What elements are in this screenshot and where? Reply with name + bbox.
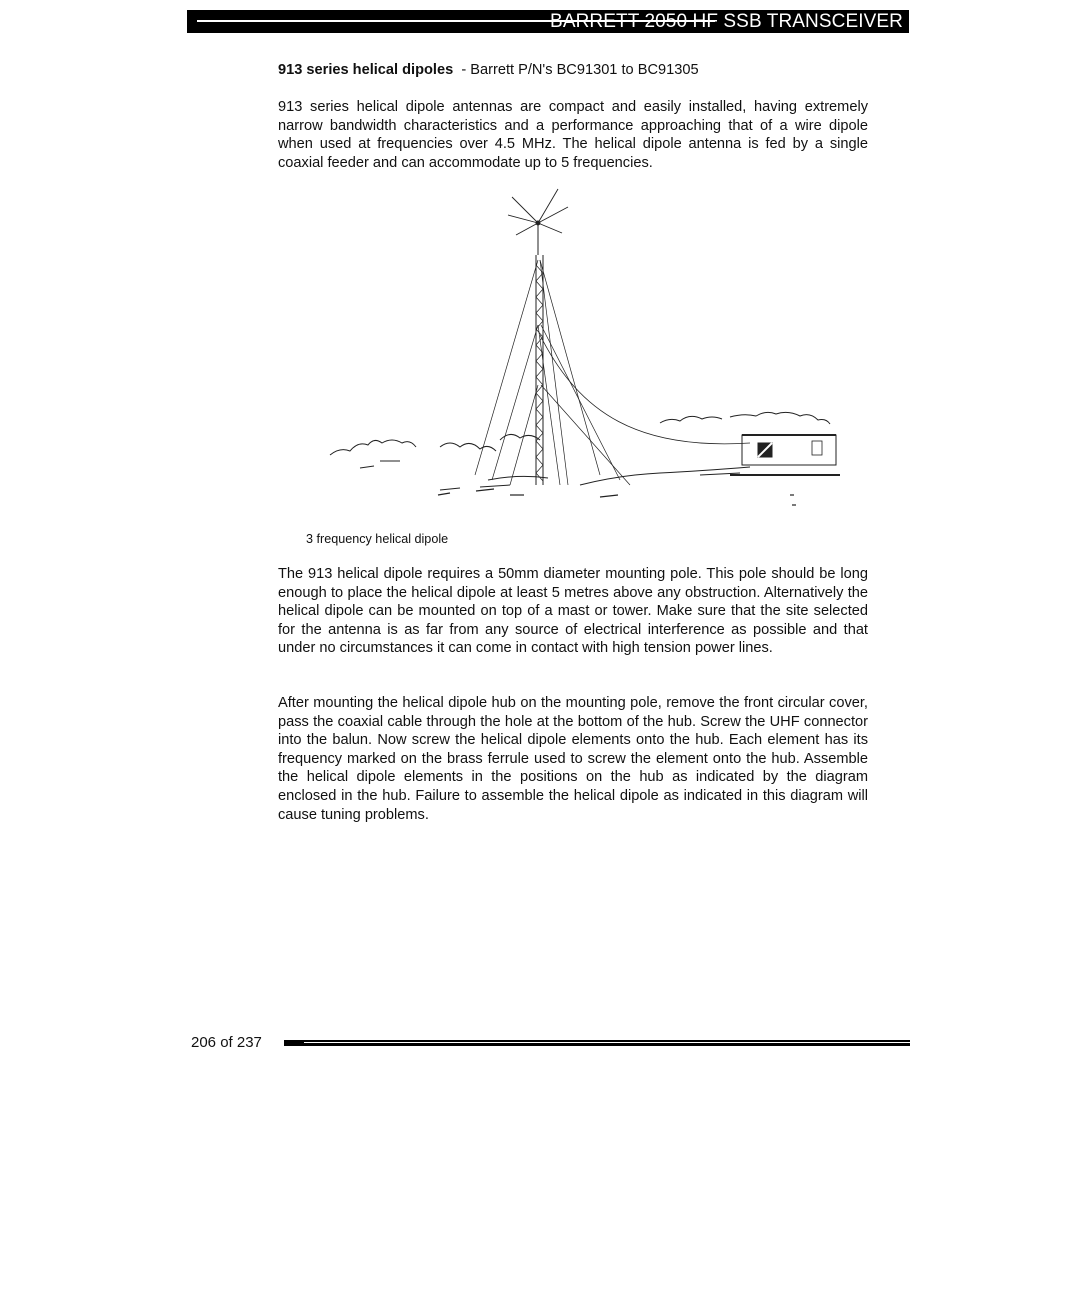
- intro-paragraph: 913 series helical dipole antennas are compact and easily installed, having extremely narrow bandwidth characteristics and a performance approaching that of a wire dipole when used at frequencies over 4.5 MHz. The helical dipole antenna is fed by a single coaxial feeder and can accommodate up to 5 frequencies.: [278, 99, 868, 171]
- section-heading-part-numbers: - Barrett P/N's BC91301 to BC91305: [461, 62, 699, 78]
- page-header-bar: [187, 10, 909, 33]
- footer-rule: [284, 1040, 910, 1046]
- ground-marks: [438, 489, 796, 505]
- mounting-paragraph: The 913 helical dipole requires a 50mm diameter mounting pole. This pole should be long enough to place the helical dipole at least 5 metres above any obstruction. Alternatively the helical dipole can be mounted on top of a mast or tower. Make sure that the site selected for the antenna is as far from any source of electrical interference as possible and that under no circumstances it can come in contact with high tension power lines.: [278, 566, 868, 657]
- section-heading-title: 913 series helical dipoles: [278, 62, 454, 78]
- coax-feeder: [540, 335, 750, 444]
- document-title: BARRETT 2050 HF SSB TRANSCEIVER: [550, 11, 903, 32]
- landscape: [330, 412, 830, 490]
- footer-rule-highlight: [304, 1042, 910, 1043]
- page-number: 206 of 237: [191, 1034, 262, 1051]
- guy-wires: [475, 260, 630, 485]
- section-heading: [278, 61, 878, 80]
- equipment-building: [730, 435, 840, 475]
- antenna-figure: [300, 185, 880, 515]
- figure-caption: 3 frequency helical dipole: [306, 532, 449, 546]
- assembly-paragraph: After mounting the helical dipole hub on the mounting pole, remove the front circular cover, pass the coaxial cable through the hole at the bottom of the hub. Screw the UHF connector into the balun. Now screw the helical dipole elements onto the hub. Each element has its frequency marked on the brass ferrule used to screw the element onto the hub. Assemble the helical dipole elements in the positions on the hub as indicated by the diagram enclosed in the hub. Failure to assemble the helical dipole as indicated in this diagram will cause tuning problems.: [278, 695, 868, 823]
- helical-dipole-illustration-icon: [300, 185, 880, 515]
